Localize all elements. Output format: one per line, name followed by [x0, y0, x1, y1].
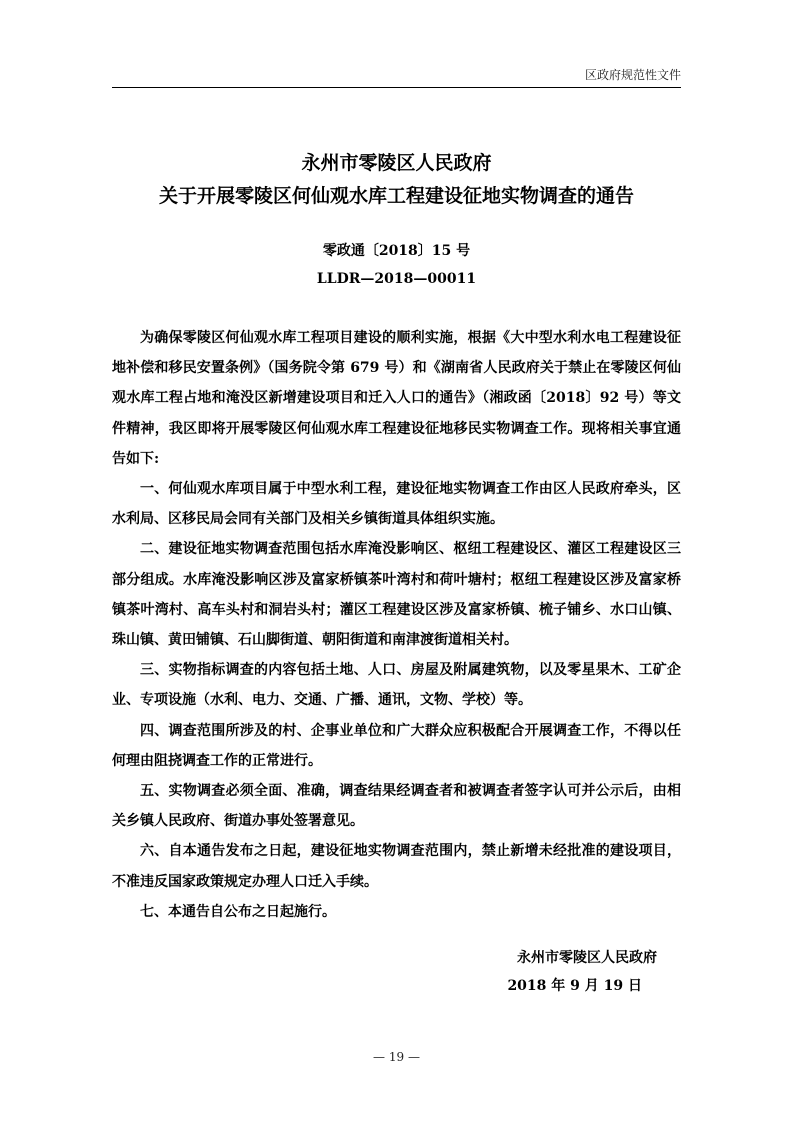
clause-paragraph: 一、何仙观水库项目属于中型水利工程，建设征地实物调查工作由区人民政府牵头，区水利局、区移民局会同有关部门及相关乡镇街道具体组织实施。 — [112, 481, 681, 528]
clause-paragraph: 七、本通告自公布之日起施行。 — [140, 903, 336, 920]
registration-number: LLDR—2018—00011 — [316, 271, 477, 287]
clause-paragraph: 二、建设征地实物调查范围包括水库淹没影响区、枢纽工程建设区、灌区工程建设区三部分组成。水库淹没影响区涉及富家桥镇茶叶湾村和荷叶塘村；枢纽工程建设区涉及富家桥镇茶叶湾村、高车头村和洞岩头村；灌区工程建设区涉及富家桥镇、梳子铺乡、水口山镇、珠山镇、黄田铺镇、石山脚街道、朝阳街道和南津渡街道相关村。 — [112, 541, 681, 649]
document-body — [112, 323, 681, 927]
page-number: — 19 — — [373, 1050, 420, 1064]
intro-paragraph: 为确保零陵区何仙观水库工程项目建设的顺利实施，根据《大中型水利水电工程建设征地补偿和移民安置条例》（国务院令第 679 号）和《湖南省人民政府关于禁止在零陵区何仙观水库工程占地和淹没区新增建设项目和迁入人口的通告》（湘政函〔2018〕92 号）等文件精神，我区即将开展零陵区何仙观水库工程建设征地移民实物调查工作。现将相关事宜通告如下: — [112, 330, 681, 467]
clause-paragraph: 三、实物指标调查的内容包括土地、人口、房屋及附属建筑物，以及零星果木、工矿企业、专项设施（水利、电力、交通、广播、通讯，文物、学校）等。 — [112, 662, 681, 709]
clause-paragraph: 四、调查范围所涉及的村、企事业单位和广大群众应积极配合开展调查工作，不得以任何理由阻挠调查工作的正常进行。 — [112, 722, 681, 769]
signature-date: 2018 年 9 月 19 日 — [507, 978, 642, 994]
document-title-issuer: 永州市零陵区人民政府 — [301, 152, 492, 174]
document-title-subject: 关于开展零陵区何仙观水库工程建设征地实物调查的通告 — [158, 185, 634, 207]
document-number: 零政通〔2018〕15 号 — [322, 243, 471, 259]
header-divider — [112, 87, 681, 88]
running-header: 区政府规范性文件 — [584, 68, 681, 82]
signature-organization: 永州市零陵区人民政府 — [517, 950, 657, 966]
clause-paragraph: 六、自本通告发布之日起，建设征地实物调查范围内，禁止新增未经批准的建设项目，不准违反国家政策规定办理人口迁入手续。 — [112, 843, 681, 890]
clause-paragraph: 五、实物调查必须全面、准确，调查结果经调查者和被调查者签字认可并公示后，由相关乡镇人民政府、街道办事处签署意见。 — [112, 783, 681, 830]
